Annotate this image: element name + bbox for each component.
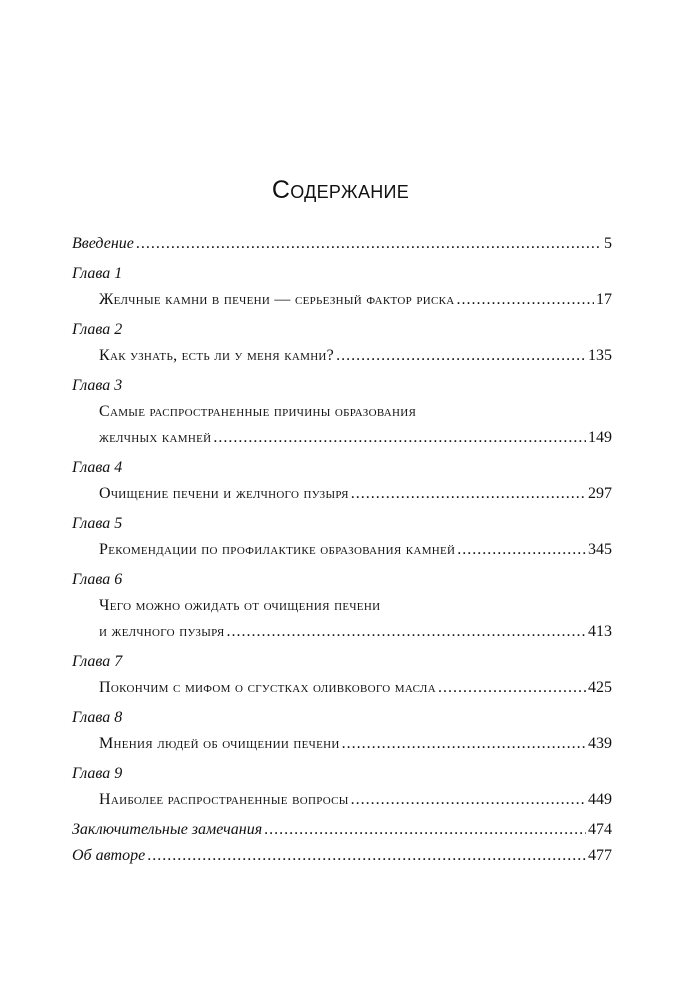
chapter-title: Покончим с мифом о сгустках оливкового масла <box>99 679 436 696</box>
chapter-label: Глава 9 <box>72 765 123 782</box>
chapter-title: Очищение печени и желчного пузыря <box>99 485 349 502</box>
dot-leader <box>336 343 586 369</box>
page-number: 297 <box>588 485 612 502</box>
chapter-7 <box>72 649 612 701</box>
chapter-title-line-1: Самые распространенные причины образования <box>99 403 417 420</box>
toc-entry-label: Введение <box>72 235 134 252</box>
toc-entry-chapter-3[interactable] <box>72 425 612 451</box>
page-number: 474 <box>588 821 612 838</box>
chapter-title: Наиболее распространенные вопросы <box>99 791 349 808</box>
page-number: 17 <box>596 291 612 308</box>
page-number: 345 <box>588 541 612 558</box>
page-number: 149 <box>588 429 612 446</box>
page-title: Содержание <box>271 176 410 204</box>
chapter-1 <box>72 261 612 313</box>
chapter-8 <box>72 705 612 757</box>
toc-entry-about[interactable] <box>72 843 612 869</box>
dot-leader <box>264 817 586 843</box>
toc-entry-chapter-8[interactable] <box>72 731 612 757</box>
chapter-title: Мнения людей об очищении печени <box>99 735 340 752</box>
toc-entry-closing[interactable] <box>72 817 612 843</box>
toc-entry-intro[interactable] <box>72 231 612 257</box>
dot-leader <box>147 843 586 869</box>
dot-leader <box>457 287 594 313</box>
chapter-title-line-1: Чего можно ожидать от очищения печени <box>99 597 381 614</box>
toc-entry-chapter-6[interactable] <box>72 619 612 645</box>
dot-leader <box>438 675 586 701</box>
chapter-label: Глава 7 <box>72 653 123 670</box>
chapter-title-line-2: желчных камней <box>99 429 212 446</box>
dot-leader <box>351 481 586 507</box>
page-number: 135 <box>588 347 612 364</box>
chapter-9 <box>72 761 612 813</box>
dot-leader <box>213 425 586 451</box>
chapter-6 <box>72 567 612 645</box>
toc-entry-chapter-2[interactable] <box>72 343 612 369</box>
toc-entry-label: Заключительные замечания <box>72 821 263 838</box>
page-number: 449 <box>588 791 612 808</box>
toc-entry-chapter-7[interactable] <box>72 675 612 701</box>
chapter-label: Глава 1 <box>72 265 123 282</box>
page-number: 439 <box>588 735 612 752</box>
chapter-label: Глава 5 <box>72 515 123 532</box>
chapter-label: Глава 3 <box>72 377 123 394</box>
toc-entry-chapter-4[interactable] <box>72 481 612 507</box>
chapter-title-line-2: и желчного пузыря <box>99 623 225 640</box>
dot-leader <box>136 231 602 257</box>
chapter-5 <box>72 511 612 563</box>
toc-entry-chapter-1[interactable] <box>72 287 612 313</box>
page-number: 477 <box>588 847 612 864</box>
chapter-title: Желчные камни в печени — серьезный фактор риска <box>99 291 455 308</box>
toc-entry-chapter-5[interactable] <box>72 537 612 563</box>
table-of-contents <box>72 231 612 869</box>
chapter-label: Глава 2 <box>72 321 123 338</box>
chapter-title: Рекомендации по профилактике образования камней <box>99 541 456 558</box>
chapter-4 <box>72 455 612 507</box>
toc-entry-chapter-9[interactable] <box>72 787 612 813</box>
chapter-title: Как узнать, есть ли у меня камни? <box>99 347 335 364</box>
page-number: 425 <box>588 679 612 696</box>
toc-entry-label: Об авторе <box>72 847 146 864</box>
chapter-2 <box>72 317 612 369</box>
chapter-3 <box>72 373 612 451</box>
chapter-label: Глава 6 <box>72 571 123 588</box>
page-number: 5 <box>604 235 612 252</box>
dot-leader <box>226 619 586 645</box>
chapter-label: Глава 8 <box>72 709 123 726</box>
dot-leader <box>342 731 586 757</box>
chapter-label: Глава 4 <box>72 459 123 476</box>
dot-leader <box>457 537 586 563</box>
dot-leader <box>351 787 586 813</box>
page-number: 413 <box>588 623 612 640</box>
